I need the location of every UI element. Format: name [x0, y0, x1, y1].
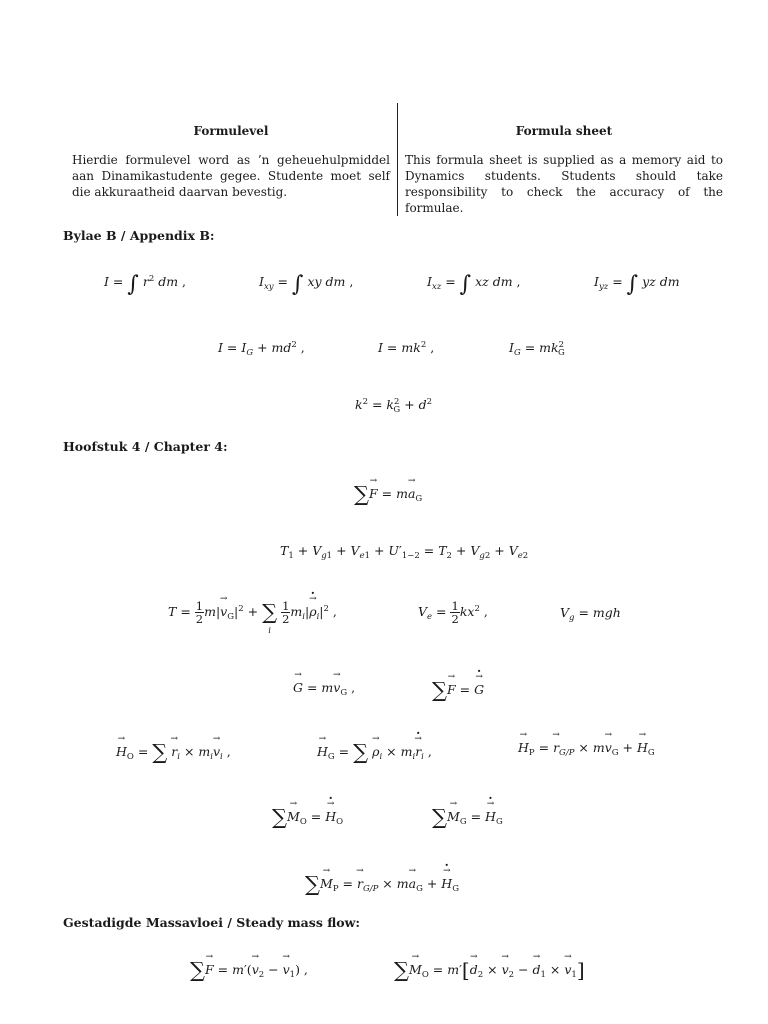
equation-parallel-axis: $I = I_G + md^2$ , [218, 340, 305, 358]
equation-product-inertia-yz: $I_{yz}$ = ∫ yz dm [594, 272, 680, 297]
equation-linear-momentum: G → = mv $\to_G$ , [293, 680, 355, 698]
equation-angular-momentum-g: $H \to_G$ = ∑ $\rho \to_i \times m_i\cdot r \to_i$ , [317, 740, 432, 764]
equation-product-inertia-xz: $I_{xz}$ = ∫ xz dm , [427, 272, 521, 297]
equation-elastic-potential: $V_e$ = $\frac{1}{2}$ $kx^2$ , [418, 599, 488, 626]
equation-work-energy: $T_1 + V_{g1} + V_{e1} + U'_{1-2} = T_2 + V_{g2} + V_{e2}$ [280, 543, 529, 561]
equation-kinetic-energy: T = $\frac{1}{2}$ $m|v \to_G|^2$ + ∑ i $\frac{1}{2}$ $m_i|\cdot \rho \to_i|^2$ , [168, 600, 337, 625]
equation-steady-flow-moment: $\sum M \to_O = m'[d \to_2 \times v \to_2 - d \to_1 \times v \to_1]$ [394, 958, 585, 982]
right-column-title: Formula sheet [515, 124, 613, 138]
equation-radius-gyration: $I = mk^2$ , [378, 340, 435, 355]
equation-steady-flow-force: ∑F → = $m'(v \to_2 - v \to_1)$ , [190, 958, 308, 982]
equation-moment-o: $\sum M \to_O$ = · $H \to_O$ [272, 805, 343, 829]
equation-gyration-sum: $k^2 = k^2_G + d^2$ [355, 397, 433, 415]
right-column-text: This formula sheet is supplied as a memory aid to Dynamics students. Students should take responsibility to check the accuracy of the formulae. [405, 153, 723, 215]
section-heading-appendix-b: Bylae B / Appendix B: [63, 228, 215, 243]
equation-product-inertia-xy: $I_{xy}$ = ∫ xy dm , [259, 272, 354, 297]
equation-moment-g: $\sum M \to_G$ = · $H \to_G$ [432, 805, 503, 829]
equation-moment-inertia: I = ∫ $r^2$ dm , [104, 272, 187, 297]
left-column-text: Hierdie formulevel word as ’n geheuehulpmiddel aan Dinamikastudente gegee. Studente moet self die akkuraatheid daarvan bevestig. [72, 153, 390, 199]
equation-momentum-rate: ∑F → = · G → [432, 678, 484, 702]
equation-moment-p: $\sum M \to_P = r \to_{G/P}$ × ma $\to_G$ + · $H \to_G$ [305, 872, 459, 896]
column-divider [397, 103, 398, 216]
equation-angular-momentum-p: $H \to_P = r \to_{G/P}$ × mv $\to_G + H \to_G$ [518, 740, 655, 758]
section-heading-steady-mass-flow: Gestadigde Massavloei / Steady mass flow: [63, 915, 361, 930]
section-heading-chapter-4: Hoofstuk 4 / Chapter 4: [63, 439, 228, 454]
equation-gravity-potential: $V_g$ = mgh [560, 605, 621, 623]
equation-newton-second-law: ∑F → = ma $\to_G$ [354, 482, 422, 506]
left-column-title: Formulevel [193, 124, 269, 138]
equation-angular-momentum-o: $H \to_O$ = ∑ $r \to_i \times m_iv \to_i$ , [116, 740, 231, 764]
equation-centroidal-gyration: $I_G = mk^2_G$ [509, 340, 565, 358]
